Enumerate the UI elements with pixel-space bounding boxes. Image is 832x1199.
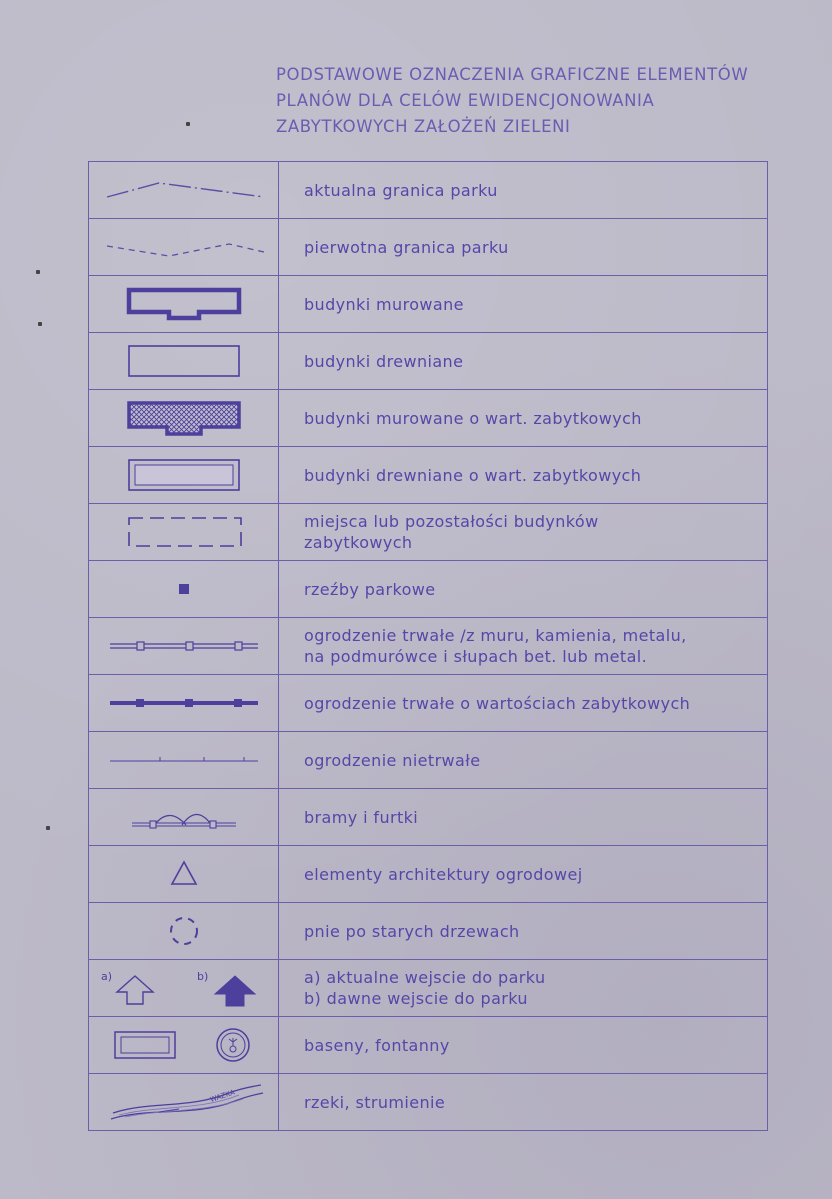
legend-row	[89, 333, 768, 390]
description-cell: rzeki, strumienie	[279, 1074, 768, 1131]
symbol-cell	[89, 447, 279, 504]
legend-row	[89, 1074, 768, 1131]
masonry-building-icon	[119, 284, 249, 324]
description-cell: elementy architektury ogrodowej	[279, 846, 768, 903]
description-cell: rzeźby parkowe	[279, 561, 768, 618]
symbol-cell	[89, 1074, 279, 1131]
description-cell: budynki murowane o wart. zabytkowych	[279, 390, 768, 447]
symbol-cell	[89, 618, 279, 675]
description-cell: budynki murowane	[279, 276, 768, 333]
binder-hole-mark	[38, 322, 42, 326]
historic-fence-icon	[104, 688, 264, 718]
building-remains-icon	[119, 512, 249, 552]
legend-row	[89, 219, 768, 276]
temporary-fence-icon	[104, 745, 264, 775]
dash-dot-boundary-icon	[99, 175, 269, 205]
legend-row	[89, 846, 768, 903]
legend-row	[89, 162, 768, 219]
permanent-fence-icon	[104, 631, 264, 661]
pool-fountain-icon	[99, 1025, 269, 1065]
legend-row	[89, 789, 768, 846]
symbol-cell	[89, 732, 279, 789]
legend-row	[89, 447, 768, 504]
river-label: WAZKA	[208, 1088, 236, 1104]
gate-icon	[124, 797, 244, 837]
description-cell: budynki drewniane o wart. zabytkowych	[279, 447, 768, 504]
arrow-label-a: a)	[100, 970, 112, 983]
binder-hole-mark	[46, 826, 50, 830]
symbol-cell	[89, 903, 279, 960]
title-line: ZABYTKOWYCH ZAŁOŻEŃ ZIELENI	[276, 117, 571, 136]
legend-row	[89, 504, 768, 561]
description-cell: pierwotna granica parku	[279, 219, 768, 276]
sculpture-icon	[169, 574, 199, 604]
arrow-label-b: b)	[196, 970, 208, 983]
symbol-cell	[89, 504, 279, 561]
binder-hole-mark	[36, 270, 40, 274]
description-cell: aktualna granica parku	[279, 162, 768, 219]
symbol-cell	[89, 960, 279, 1017]
title-line: PLANÓW DLA CELÓW EWIDENCJONOWANIA	[276, 91, 655, 110]
symbol-cell	[89, 789, 279, 846]
symbol-cell	[89, 561, 279, 618]
historic-masonry-building-icon	[119, 397, 249, 439]
description-cell: ogrodzenie trwałe o wartościach zabytkowych	[279, 675, 768, 732]
dashed-boundary-icon	[99, 232, 269, 262]
legend-row	[89, 276, 768, 333]
description-cell: miejsca lub pozostałości budynków zabytkowych	[279, 504, 768, 561]
title-line: PODSTAWOWE OZNACZENIA GRAFICZNE ELEMENTÓW	[276, 65, 749, 84]
description-cell: pnie po starych drzewach	[279, 903, 768, 960]
symbol-cell	[89, 675, 279, 732]
legend-row	[89, 732, 768, 789]
symbol-cell	[89, 390, 279, 447]
legend-row	[89, 960, 768, 1017]
legend-row	[89, 390, 768, 447]
legend-row	[89, 618, 768, 675]
description-cell: ogrodzenie nietrwałe	[279, 732, 768, 789]
description-cell: budynki drewniane	[279, 333, 768, 390]
symbol-cell	[89, 162, 279, 219]
symbol-cell	[89, 276, 279, 333]
description-cell: baseny, fontanny	[279, 1017, 768, 1074]
description-cell: a) aktualne wejscie do parku b) dawne wejscie do parku	[279, 960, 768, 1017]
stump-circle-icon	[164, 911, 204, 951]
river-icon	[99, 1079, 269, 1125]
legend-title	[276, 62, 748, 140]
symbol-cell	[89, 846, 279, 903]
entrance-arrows-icon	[99, 966, 269, 1010]
symbol-cell	[89, 1017, 279, 1074]
symbol-cell	[89, 333, 279, 390]
description-cell: ogrodzenie trwałe /z muru, kamienia, metalu, na podmurówce i słupach bet. lub metal.	[279, 618, 768, 675]
wooden-building-icon	[119, 341, 249, 381]
description-cell: bramy i furtki	[279, 789, 768, 846]
legend-row	[89, 903, 768, 960]
historic-wooden-building-icon	[119, 455, 249, 495]
symbol-cell	[89, 219, 279, 276]
legend-row	[89, 1017, 768, 1074]
legend-table	[88, 161, 768, 1131]
binder-hole-mark	[186, 122, 190, 126]
legend-row	[89, 561, 768, 618]
legend-row	[89, 675, 768, 732]
triangle-icon	[164, 856, 204, 892]
